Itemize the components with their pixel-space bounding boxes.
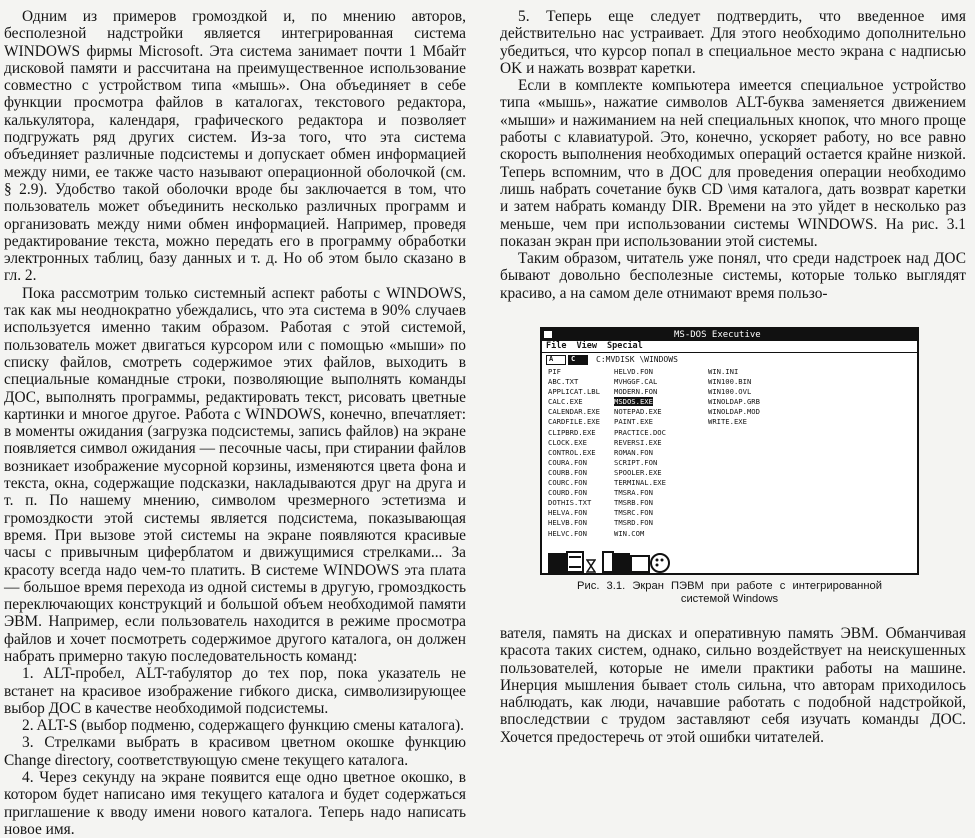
file-entry: HELVA.FON <box>548 508 587 518</box>
file-entry: PAINT.EXE <box>614 417 653 427</box>
paragraph: Пока рассмотрим только системный аспект работы с WINDOWS, так как мы неоднократно убеждались, что эта система в 90% случаев используется именно таким образом. Работая с этой системой, пользователь может двигаться курсором или с помощью «мыши» по списку файлов, смотреть содержимое этих файлов, выходить в специальные командные строки, позволяющие выполнять команды ДОС, выполнять программы, редактировать текст, рисовать цветные картинки и многое другое. Работа с WINDOWS, конечно, впечатляет: в моменты ожидания (загрузка подсистемы, запись файлов) на экране появляется символ ожидания — песочные часы, при стирании файлов возникает изображение мусорной корзины, изменяются цвета фона и текста, окна, содержащие подсказки, накладываются друг на друга и т. п. По нашему мнению, символом чрезмерного эстетизма и громоздкости этой системы является подсистема, показывающая время. При вызове этой системы на экране появляются красивые часы с привычным циферблатом и движущимися стрелками... За красоту всегда надо чем-то платить. В системе WINDOWS эта плата — большое время перехода из одной системы в другую, громоздкость переключающих конструкций и большой объем необходимой памяти ЭВМ. Например, если пользователь находится в режиме просмотра файлов и хочет посмотреть содержимое другого каталога, он должен набрать примерно такую последовательность команд: <box>4 284 466 665</box>
disk-icon <box>614 553 630 573</box>
file-entry: NOTEPAD.EXE <box>614 407 662 417</box>
file-entry: WIN.COM <box>614 528 645 538</box>
file-entry: TMSRA.FON <box>614 488 653 498</box>
right-text-column-top <box>500 8 966 302</box>
file-entry: APPLICAT.LBL <box>548 387 600 397</box>
file-entry: CLIPBRD.EXE <box>548 427 596 437</box>
file-entry: WRITE.EXE <box>708 417 747 427</box>
menu-special: Special <box>606 341 643 351</box>
hourglass-icon <box>586 559 596 573</box>
drive-bar <box>546 354 678 365</box>
file-entry: CONTROL.EXE <box>548 447 596 457</box>
file-entry: REVERSI.EXE <box>614 437 662 447</box>
file-entry: COURC.FON <box>548 478 587 488</box>
file-entry: WIN.INI <box>708 367 739 376</box>
file-icon <box>602 551 614 573</box>
paragraph: вателя, память на дисках и оперативную память ЭВМ. Обманчивая красота таких систем, однако, сильно воздействует на неискушенных пользователей, которые не имели практики работы на машине. Инерция мышления бывает столь сильна, что авторам приходилось наблюдать, как люди, начавшие работать с подобной надстройкой, впоследствии с трудом заставляют себя изучать команды ДОС. Хочется предостеречь от этой ошибки читателей. <box>500 625 966 746</box>
file-entry: MVHGGF.CAL <box>614 377 658 387</box>
paragraph: Если в комплекте компьютера имеется специальное устройство типа «мышь», нажатие символов ALT-буква заменяется движением «мыши» и нажиманием на ней специальных кнопок, что много проще работы с клавиатурой. Это, конечно, ускоряет работу, но все равно скорость выполнения необходимых операций остается крайне низкой. Теперь вспомним, что в ДОС для проведения операции необходимо лишь набрать сочетание букв CD \имя каталога, дать возврат каретки и затем набрать команду DIR. Времени на это уйдет в несколько раз меньше, чем при использовании системы WINDOWS. На рис. 3.1 показан экран при использовании этой системы. <box>500 77 966 250</box>
paragraph: 5. Теперь еще следует подтвердить, что введенное имя действительно нас устраивает. Для этого необходимо дополнительно убедиться, что курсор попал в специальное место экрана с надписью OK и нажать возврат каретки. <box>500 8 966 77</box>
file-entry: TMSRB.FON <box>614 498 653 508</box>
windows-screen-illustration <box>540 327 919 575</box>
file-entry: CALENDAR.EXE <box>548 407 600 417</box>
right-text-column-bottom <box>500 625 966 746</box>
current-path: C:MVDISK \WINDOWS <box>596 355 678 364</box>
system-menu-icon <box>544 331 552 338</box>
file-entry: SPOOLER.EXE <box>614 467 662 477</box>
window-title-bar <box>542 329 917 341</box>
file-entry: WIN100.OVL <box>708 387 752 397</box>
file-entry: CLOCK.EXE <box>548 437 587 447</box>
file-entry: SCRIPT.FON <box>614 457 658 467</box>
notepad-icon <box>566 551 584 573</box>
monitor-icon <box>630 555 650 573</box>
menu-view: View <box>576 341 597 351</box>
file-entry: COURD.FON <box>548 488 587 498</box>
file-entry: MODERN.FON <box>614 387 658 397</box>
icon-tray <box>542 553 917 575</box>
window-title: MS-DOS Executive <box>674 330 761 340</box>
file-entry: HELVD.FON <box>614 367 653 376</box>
window-icon <box>548 553 566 573</box>
drive-c-icon: C <box>568 355 588 365</box>
caption-line: Рис. 3.1. Экран ПЭВМ при работе с интегрированной <box>577 580 882 592</box>
palette-icon <box>650 553 670 573</box>
figure-3-1 <box>532 327 927 605</box>
file-entry: WINOLDAP.GRB <box>708 397 760 407</box>
file-entry: WIN100.BIN <box>708 377 752 387</box>
file-entry: PIF <box>548 367 561 376</box>
file-entry: TMSRC.FON <box>614 508 653 518</box>
paragraph: 3. Стрелками выбрать в красивом цветном окошке функцию Change directory, соответствующую смене текущего каталога. <box>4 734 466 769</box>
paragraph: Одним из примеров громоздкой и, по мнению авторов, бесполезной надстройки является интегрированная система WINDOWS фирмы Microsoft. Эта система занимает почти 1 Мбайт дисковой памяти и рассчитана на преимущественное использование совместно с устройством типа «мышь». Она объединяет в себе функции просмотра файлов в каталогах, текстового редактора, калькулятора, календаря, графического редактора и позволяет подгружать ряд других систем. Из-за того, что эта система объединяет различные подсистемы и допускает обмен информацией между ними, ее также часто называют операционной оболочкой (см. § 2.9). Удобство такой оболочки вроде бы заключается в том, что пользователь может объединить несколько различных программ и организовать между ними обмен информацией. Например, проведя редактирование текста, можно передать его в программу обработки электронных таблиц, базу данных и т. д. Но об этом было сказано в гл. 2. <box>4 8 466 285</box>
caption-line: системой Windows <box>680 593 779 605</box>
menu-bar <box>542 341 917 353</box>
paragraph: Таким образом, читатель уже понял, что среди надстроек над ДОС бывают довольно бесполезные системы, которые только выглядят красиво, а на самом деле отнимают время пользо- <box>500 250 966 302</box>
file-entry: CALC.EXE <box>548 397 583 407</box>
file-list-column <box>614 367 666 539</box>
paragraph: 1. ALT-пробел, ALT-табулятор до тех пор, пока указатель не встанет на красивое изображение гибкого диска, символизирующее выбор ДОС в качестве необходимой подсистемы. <box>4 665 466 717</box>
file-entry: COURB.FON <box>548 467 587 477</box>
file-entry: ROMAN.FON <box>614 447 653 457</box>
file-entry: TMSRD.FON <box>614 518 653 528</box>
file-entry: MSDOS.EXE <box>614 397 653 407</box>
file-entry: CARDFILE.EXE <box>548 417 600 427</box>
file-entry: HELVB.FON <box>548 518 587 528</box>
file-list-column <box>548 367 600 539</box>
figure-caption <box>532 580 927 606</box>
paragraph: 2. ALT-S (выбор подменю, содержащего функцию смены каталога). <box>22 717 465 735</box>
file-list-column <box>708 367 760 428</box>
file-entry: TERMINAL.EXE <box>614 478 666 488</box>
file-entry: WINOLDAP.MOD <box>708 407 760 417</box>
file-entry: HELVC.FON <box>548 528 587 538</box>
file-entry: COURA.FON <box>548 457 587 467</box>
left-text-column <box>4 8 466 838</box>
file-entry: ABC.TXT <box>548 377 579 387</box>
file-entry: DOTHIS.TXT <box>548 498 592 508</box>
menu-file: File <box>546 341 567 351</box>
paragraph: 4. Через секунду на экране появится еще одно цветное окошко, в котором будет написано имя текущего каталога и будет содержаться приглашение к вводу имени нового каталога. Теперь надо написать новое имя. <box>4 769 466 838</box>
file-entry: PRACTICE.DOC <box>614 427 666 437</box>
drive-a-icon: A <box>546 355 566 365</box>
